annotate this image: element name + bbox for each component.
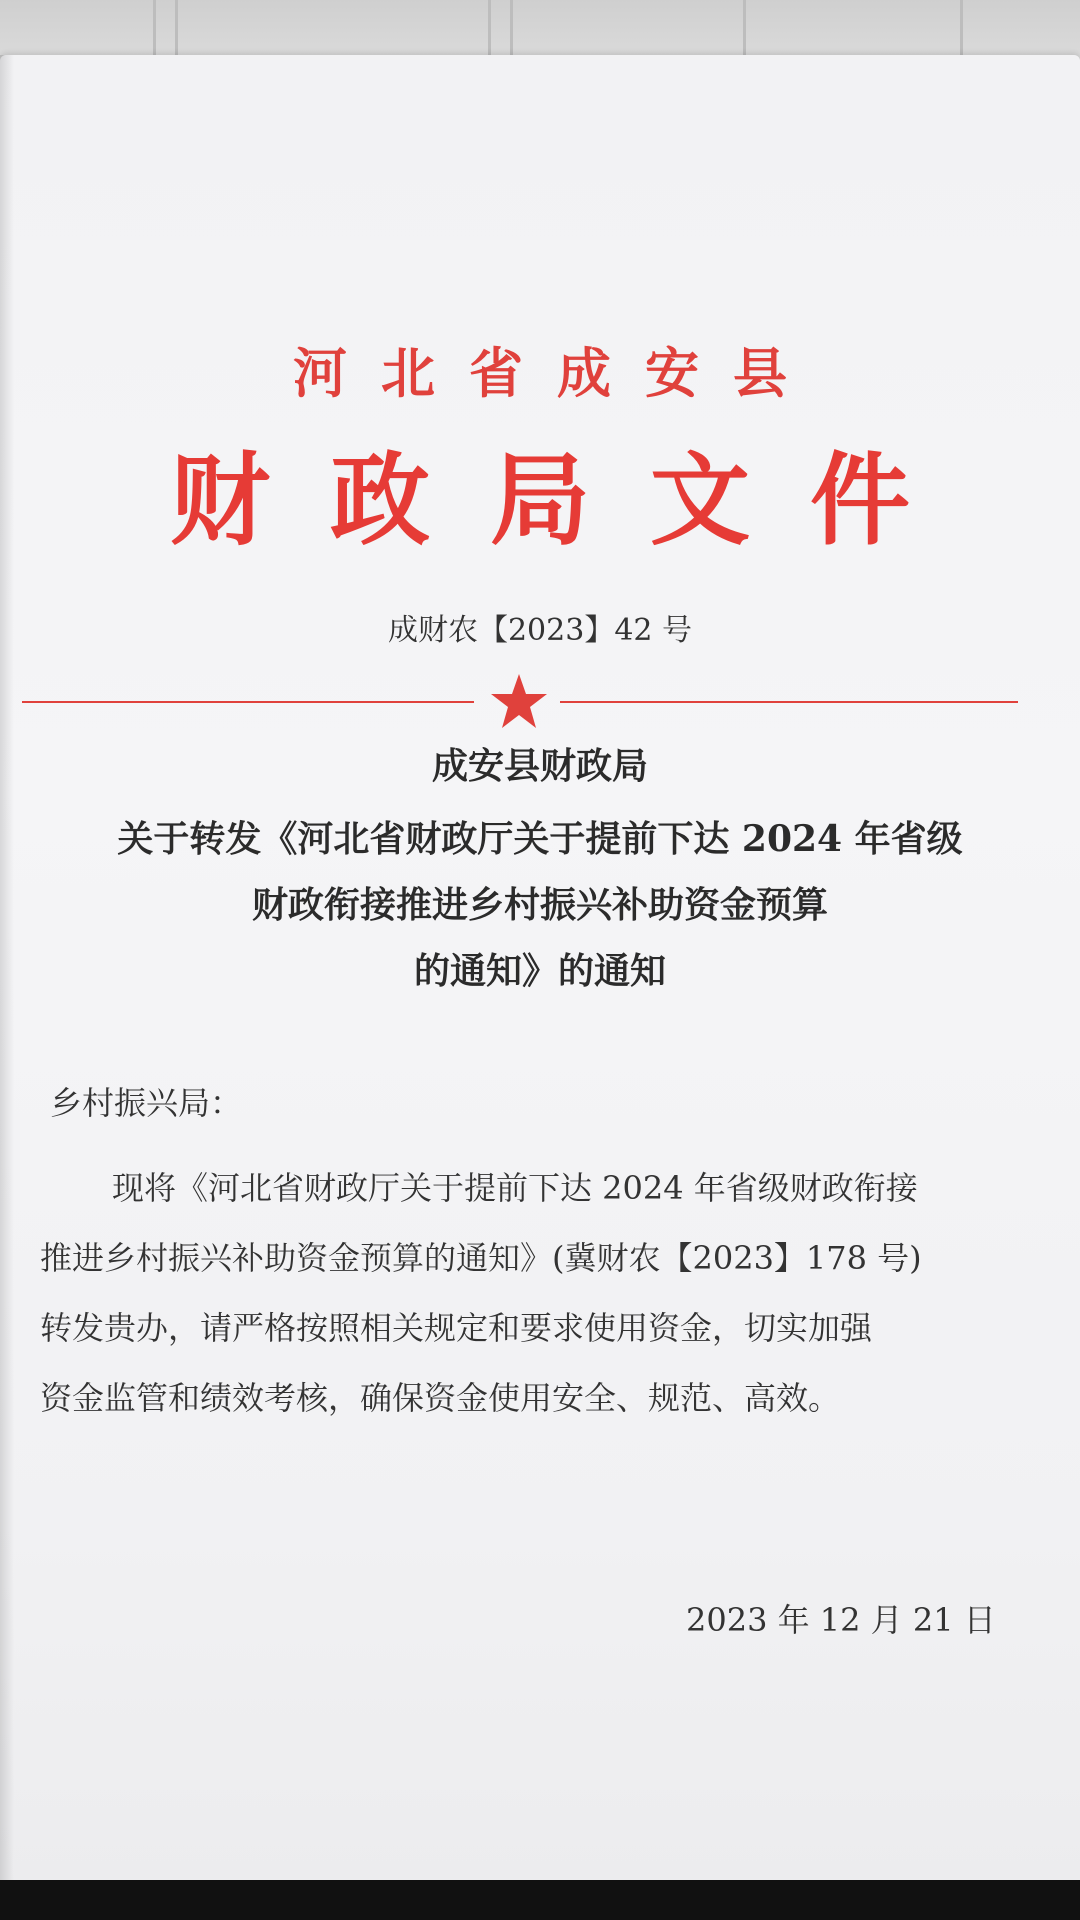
document-title-line-3: 财政衔接推进乡村振兴补助资金预算 <box>251 884 828 926</box>
body-text-line: 现将《河北省财政厅关于提前下达 2024 年省级财政衔接 <box>112 1169 918 1207</box>
red-divider-left <box>22 701 474 703</box>
red-star-icon <box>489 672 549 732</box>
issue-date: 2023 年 12 月 21 日 <box>686 1601 996 1639</box>
bottom-edge <box>0 1880 1080 1920</box>
body-text-line: 资金监管和绩效考核，确保资金使用安全、规范、高效。 <box>40 1379 841 1417</box>
issuing-organization: 河北省成安县 <box>293 341 821 405</box>
red-divider-right <box>560 701 1018 703</box>
document-title-line-4: 的通知》的通知 <box>413 950 666 992</box>
document-number: 成财农【2023】42 号 <box>387 613 693 648</box>
body-text-line: 推进乡村振兴补助资金预算的通知》(冀财农【2023】178 号) <box>40 1239 922 1277</box>
salutation: 乡村振兴局： <box>50 1084 243 1122</box>
document-type-title: 财政局文件 <box>170 441 970 559</box>
body-text-line: 转发贵办，请严格按照相关规定和要求使用资金，切实加强 <box>40 1309 873 1347</box>
document-title-line-1: 成安县财政局 <box>431 745 648 787</box>
document-title-line-2: 关于转发《河北省财政厅关于提前下达 2024 年省级 <box>117 818 963 860</box>
